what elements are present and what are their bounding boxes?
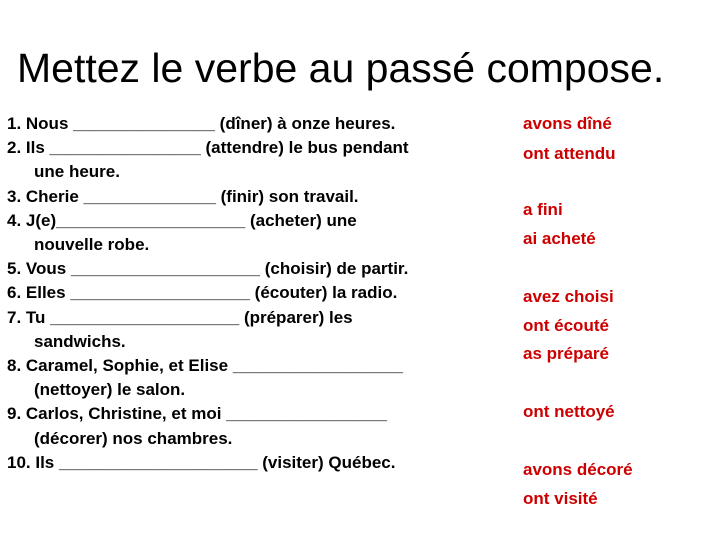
answer-4: ai acheté — [523, 229, 596, 248]
answer-9: avons décoré — [523, 460, 633, 479]
exercise-line-3: 3. Cherie ______________ (finir) son travail. — [7, 186, 359, 206]
answer-5: avez choisi — [523, 287, 614, 306]
answer-8: ont nettoyé — [523, 402, 615, 421]
page-title: Mettez le verbe au passé compose. — [17, 45, 665, 91]
exercise-line-1: 1. Nous _______________ (dîner) à onze heures. — [7, 114, 396, 133]
exercise-line-8-continued: (nettoyer) le salon. — [34, 380, 186, 400]
answer-1: avons dîné — [523, 114, 612, 133]
exercise-list — [7, 112, 502, 475]
answer-6: ont écouté — [523, 316, 609, 335]
exercise-line-4: 4. J(e)____________________ (acheter) une — [7, 210, 357, 230]
answer-10: ont visité — [523, 489, 598, 508]
exercise-line-8: 8. Caramel, Sophie, et Elise __________________ — [7, 356, 403, 376]
exercise-line-9-continued: (décorer) nos chambres. — [34, 428, 233, 448]
exercise-line-4-continued: nouvelle robe. — [34, 235, 150, 255]
exercise-line-6: 6. Elles ___________________ (écouter) la radio. — [7, 283, 398, 303]
exercise-line-10: 10. Ils _____________________ (visiter) Québec. — [7, 452, 396, 472]
answer-3: a fini — [523, 200, 563, 219]
exercise-line-5: 5. Vous ____________________ (choisir) de partir. — [7, 259, 409, 279]
exercise-line-2-continued: une heure. — [34, 162, 120, 182]
exercise-line-2: 2. Ils ________________ (attendre) le bus pendant — [7, 138, 409, 158]
exercise-line-7: 7. Tu ____________________ (préparer) les — [7, 307, 353, 327]
exercise-line-7-continued: sandwichs. — [34, 331, 126, 351]
answer-7: as préparé — [523, 344, 609, 363]
exercise-line-9: 9. Carlos, Christine, et moi _________________ — [7, 404, 387, 424]
answer-2: ont attendu — [523, 144, 616, 163]
